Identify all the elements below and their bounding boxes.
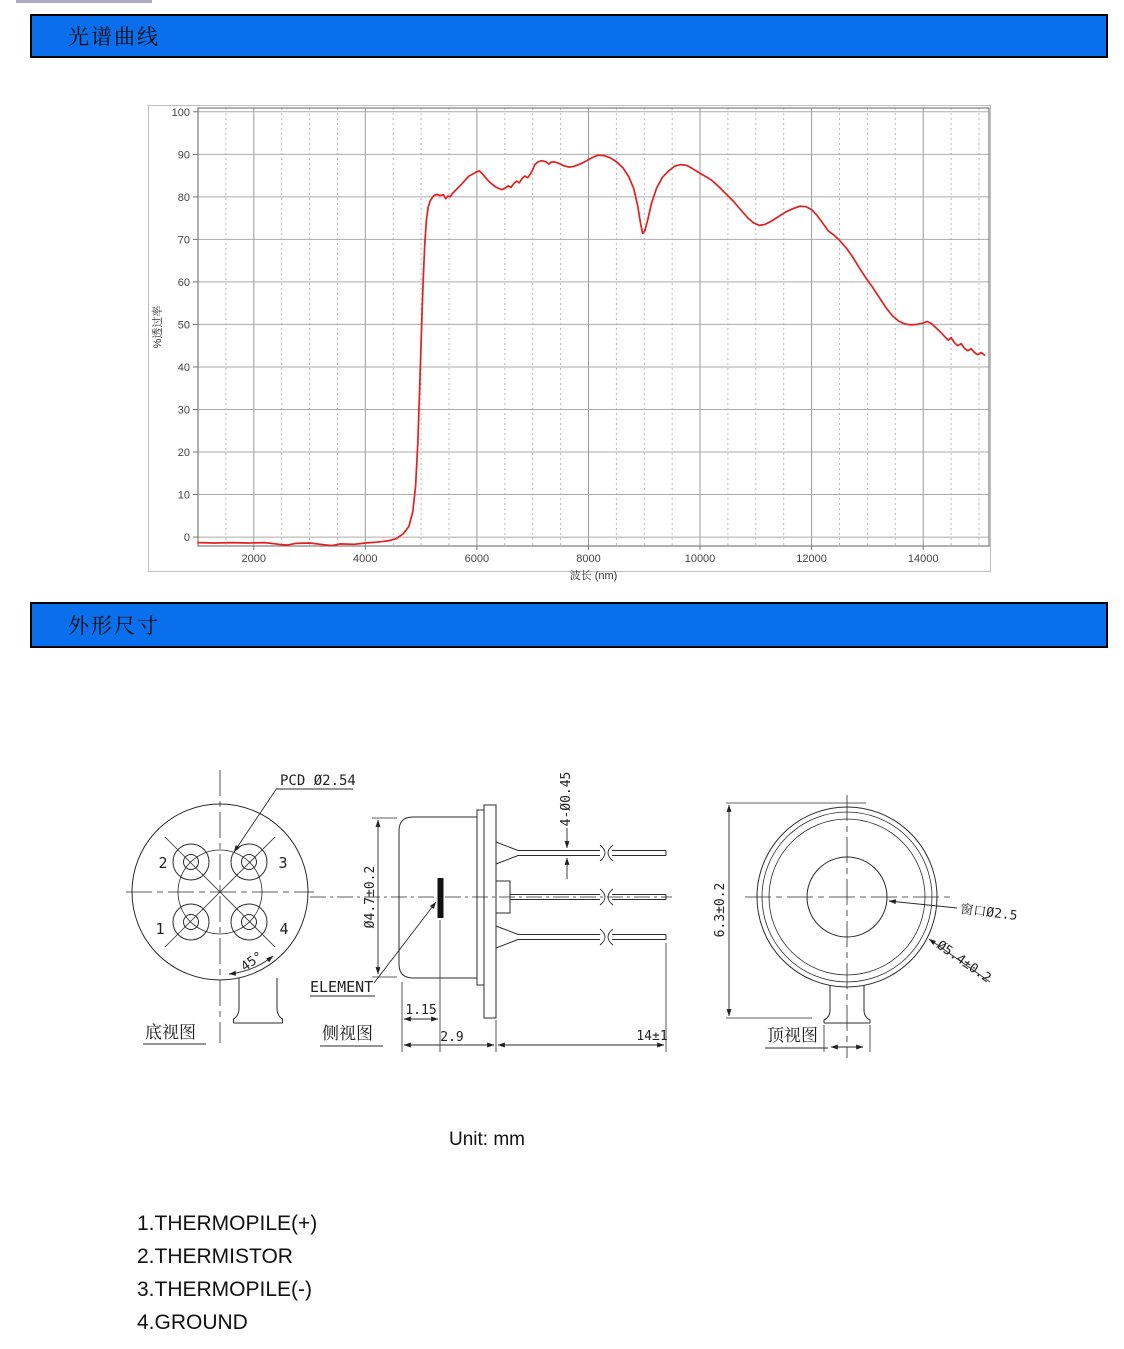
lead-diameter-dim: 4-Ø0.45	[559, 771, 574, 827]
svg-text:90: 90	[177, 149, 190, 162]
svg-text:20: 20	[177, 447, 190, 459]
lead-bottom	[496, 926, 666, 948]
section-header-outline-dimensions	[30, 602, 1108, 648]
pin-desc-3: 3.THERMOPILE(-)	[137, 1278, 313, 1301]
angle-45-label: 45°	[238, 948, 267, 975]
svg-text:2000: 2000	[241, 553, 267, 565]
bottom-view-drawing	[126, 770, 353, 1043]
svg-text:4000: 4000	[353, 553, 378, 565]
cropped-header-fragment	[16, 0, 152, 3]
pin-1-number: 1	[155, 920, 165, 938]
pin-2-number: 2	[158, 854, 168, 872]
svg-text:10000: 10000	[684, 553, 716, 565]
svg-text:50: 50	[177, 319, 190, 332]
can-length-dim: 2.9	[440, 1030, 464, 1045]
pin-3-number: 3	[278, 854, 288, 872]
element-offset-dim: 1.15	[405, 1003, 437, 1018]
pin-description-list	[137, 1207, 317, 1339]
overall-height-dim: 6.3±0.2	[713, 882, 728, 938]
top-view-drawing	[726, 795, 990, 1058]
section-title: 外形尺寸	[68, 614, 160, 638]
pin-4-number: 4	[279, 920, 289, 938]
section-title: 光谱曲线	[68, 25, 160, 49]
svg-text:100: 100	[171, 106, 190, 119]
element-label: ELEMENT	[310, 978, 374, 996]
unit-note: Unit: mm	[449, 1129, 525, 1150]
svg-text:60: 60	[177, 276, 190, 289]
body-diameter-dim: Ø5.4±0.2	[933, 937, 994, 987]
spectral-curve-chart	[148, 105, 991, 582]
svg-text:0: 0	[183, 532, 190, 545]
lead-length-dim: 14±1	[636, 1029, 668, 1044]
section-header-spectral-curve	[30, 14, 1108, 58]
svg-text:14000: 14000	[907, 553, 939, 565]
window-diameter-dim: 窗口Ø2.5	[959, 902, 1019, 924]
package-outline-drawing	[0, 740, 1124, 1080]
svg-text:40: 40	[177, 362, 190, 374]
element-mark	[438, 878, 444, 918]
side-view-label: 侧视图	[322, 1024, 373, 1043]
svg-text:波长 (nm): 波长 (nm)	[569, 570, 618, 582]
pin-desc-4: 4.GROUND	[137, 1311, 248, 1334]
svg-text:70: 70	[177, 234, 190, 247]
pin-desc-2: 2.THERMISTOR	[137, 1245, 293, 1268]
top-view-label: 顶视图	[767, 1026, 818, 1045]
lead-top	[496, 842, 666, 864]
svg-text:%透过率: %透过率	[152, 305, 164, 349]
svg-text:6000: 6000	[464, 553, 490, 565]
can-diameter-dim: Ø4.7±0.2	[363, 865, 378, 929]
svg-text:8000: 8000	[576, 553, 601, 565]
svg-text:12000: 12000	[796, 553, 827, 565]
bottom-view-label: 底视图	[145, 1023, 196, 1042]
svg-text:10: 10	[177, 489, 190, 502]
transmittance-line-chart	[149, 106, 992, 582]
pin-desc-1: 1.THERMOPILE(+)	[137, 1212, 318, 1235]
pcd-dimension-label: PCD Ø2.54	[280, 773, 356, 789]
svg-text:80: 80	[177, 191, 190, 204]
svg-text:30: 30	[177, 404, 190, 417]
